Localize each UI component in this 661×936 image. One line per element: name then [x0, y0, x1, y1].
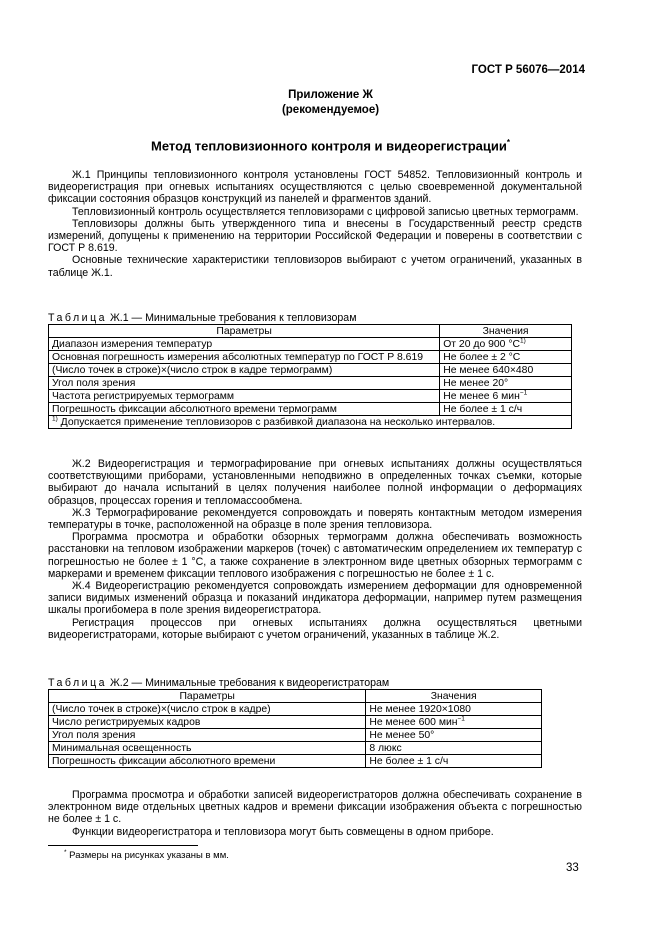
main-paragraphs [48, 458, 582, 641]
footnote-mark: * [64, 849, 67, 856]
table-cell: (Число точек в строке)×(число строк в кадре) [49, 703, 366, 716]
table2-caption [48, 677, 389, 689]
paragraph: Ж.1 Принципы тепловизионного контроля установлены ГОСТ 54852. Тепловизионный контроль и видеорегистрация при огневых испытаниях осуществляются с целью своевременной документальной фиксации состояния образцов конструкций из панелей и фрагментов зданий. [48, 169, 582, 206]
table-note-row [49, 416, 572, 429]
table-row [49, 729, 542, 742]
paragraph: Ж.2 Видеорегистрация и термографирование при огневых испытаниях должны осуществляться соответствующими приборами, установленными неподвижно в определенных точках съемки, которые выбирают до начала испытаний в целях получения наиболее полной информации о деформациях образцов, процессах горения и тепломассообмена. [48, 458, 582, 507]
paragraph: Ж.3 Термографирование рекомендуется сопровождать и поверять контактным методом измерения температуры в точке, расположенной на образце в поле зрения тепловизора. [48, 506, 582, 532]
table-cell: Не менее 1920×1080 [366, 703, 542, 716]
table-cell: Минимальная освещенность [49, 742, 366, 755]
table1-caption [48, 312, 356, 324]
table-video-recorders [48, 689, 542, 768]
table-cell: Не менее 600 мин$^{-1}$ [366, 716, 542, 729]
table-row [49, 703, 542, 716]
footnote-divider [48, 845, 198, 846]
table-cell: Угол поля зрения [49, 729, 366, 742]
footnote-text: Размеры на рисунках указаны в мм. [66, 850, 229, 862]
title-footnote-mark: * [506, 138, 510, 147]
appendix-title: Приложение Ж [288, 89, 373, 101]
appendix-heading [0, 88, 661, 118]
table1-caption-label: Таблица [48, 312, 108, 324]
table2-caption-text: Ж.2 — Минимальные требования к видеорегистраторам [110, 677, 390, 689]
table-header-row [49, 325, 572, 338]
footnote [64, 849, 229, 861]
table-cell: Основная погрешность измерения абсолютных температур по ГОСТ Р 8.619 [49, 351, 440, 364]
table-cell: Погрешность фиксации абсолютного времени [49, 755, 366, 768]
table-cell: Диапазон измерения температур [49, 338, 440, 351]
table-cell: (Число точек в строке)×(число строк в кадре термограмм) [49, 364, 440, 377]
table-row [49, 716, 542, 729]
table-row [49, 742, 542, 755]
section-title [0, 138, 661, 153]
appendix-status: (рекомендуемое) [281, 104, 380, 116]
table-row [49, 338, 572, 351]
table-cell: Не более ± 1 с/ч [366, 755, 542, 768]
paragraph: Ж.4 Видеорегистрацию рекомендуется сопровождать измерением деформации для одновременной записи видимых изменений образца и показаний индикатора деформации, например путем размещения шкалы прогибомера в поле зрения видеорегистратора. [48, 580, 582, 617]
paragraph: Программа просмотра и обработки записей видеорегистраторов должна обеспечивать сохранение в электронном виде отдельных цветных кадров и времени фиксации изображения объекта с погрешностью не более ± 1 с. [48, 789, 582, 826]
table-cell: Погрешность фиксации абсолютного времени термограмм [49, 403, 440, 416]
table-row [49, 403, 572, 416]
table-cell: Частота регистрируемых термограмм [49, 390, 440, 403]
paragraph: Программа просмотра и обработки обзорных термограмм должна обеспечивать возможность расстановки на тепловом изображении маркеров (точек) с автоматическим определением их температур с погрешностью не более ± 1 °С, а также сохранение в электронном виде цветных обзорных термограмм с маркерами и временем фиксации теплового изображения с погрешностью не более ± 1 с. [48, 531, 582, 580]
paragraph: Регистрация процессов при огневых испытаниях должна осуществляться цветными видеорегистраторами, которые выбирают с учетом ограничений, указанных в таблице Ж.2. [48, 616, 582, 641]
document-code: ГОСТ Р 56076—2014 [471, 64, 585, 76]
table-cell: Не более ± 2 °С [440, 351, 572, 364]
intro-paragraphs [48, 169, 582, 279]
table-cell: 8 люкс [366, 742, 542, 755]
table-header-cell: Значения [366, 690, 542, 703]
paragraph: Тепловизоры должны быть утвержденного типа и внесены в Государственный реестр средств измерений, допущены к применению на территории Российской Федерации и поверены в соответствии с ГОСТ Р 8.619. [48, 217, 582, 255]
table2-caption-label: Таблица [48, 677, 108, 689]
page-number: 33 [566, 862, 579, 874]
table1-caption-text: Ж.1 — Минимальные требования к тепловизорам [110, 312, 357, 324]
table-cell: Не менее 50° [366, 729, 542, 742]
table-cell: Не менее 640×480 [440, 364, 572, 377]
paragraph: Функции видеорегистратора и тепловизора могут быть совмещены в одном приборе. [72, 825, 494, 838]
table-cell: Угол поля зрения [49, 377, 440, 390]
table-header-row [49, 690, 542, 703]
table-thermal-imagers [48, 324, 572, 429]
table-cell: Число регистрируемых кадров [49, 716, 366, 729]
table-row [49, 364, 572, 377]
table-header-cell: Параметры [49, 690, 366, 703]
table-cell: Не менее 20° [440, 377, 572, 390]
table-row [49, 351, 572, 364]
table-note: $^{1)}$ Допускается применение тепловизоров с разбивкой диапазона на несколько интервалов. [49, 416, 572, 429]
table-cell: Не менее 6 мин$^{-1}$ [440, 390, 572, 403]
section-title-text: Метод тепловизионного контроля и видеорегистрации [151, 138, 507, 154]
paragraph: Тепловизионный контроль осуществляется тепловизорами с цифровой записью цветных термограмм. [72, 205, 579, 218]
table-cell: Не более ± 1 с/ч [440, 403, 572, 416]
paragraph: Основные технические характеристики тепловизоров выбирают с учетом ограничений, указанных в таблице Ж.1. [48, 254, 582, 279]
table-row [49, 755, 542, 768]
closing-paragraphs [48, 789, 582, 838]
table-header-cell: Значения [440, 325, 572, 338]
table-row [49, 377, 572, 390]
table-cell: От 20 до 900 $^\circ С^{1)}$ [440, 338, 572, 351]
table-row [49, 390, 572, 403]
table-header-cell: Параметры [49, 325, 440, 338]
